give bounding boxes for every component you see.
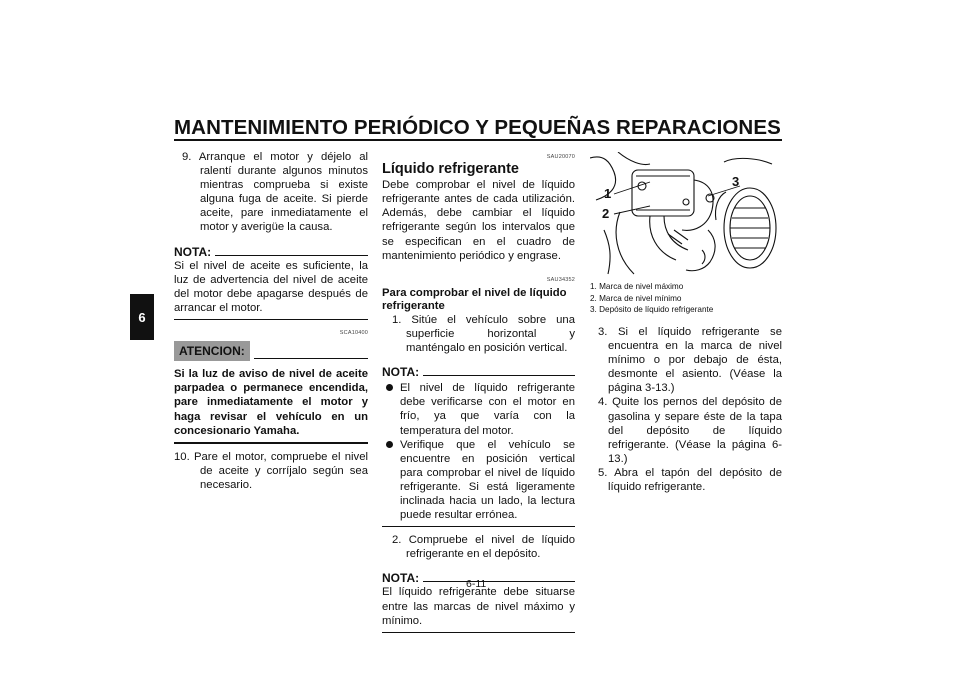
step-2: 2. Compruebe el nivel de líquido refrigerante en el depósito. — [392, 534, 575, 561]
nota-rule — [215, 255, 368, 256]
section-code: SCA10400 — [339, 330, 368, 337]
figure-label-1: 1 — [604, 186, 612, 201]
figure-legend — [590, 281, 782, 316]
nota1-header — [382, 365, 575, 379]
bullet-1 — [382, 381, 575, 437]
step-9: 9. Arranque el motor y déjelo al ralentí durante algunos minutos mientras comprueba si existe alguna fuga de aceite. Si pierde aceite, pare inmediatamente el motor y averigüe la causa. — [182, 151, 368, 234]
left-column — [174, 150, 368, 492]
legend-item-2: 2. Marca de nivel mínimo — [590, 293, 682, 303]
nota-text: Si el nivel de aceite es suficiente, la luz de advertencia del nivel de aceite del motor debe apagarse después de arrancar el motor. — [174, 259, 368, 314]
sub-heading: Para comprobar el nivel de líquido refrigerante — [382, 286, 567, 312]
atencion-text: Si la luz de aviso de nivel de aceite parpadea o permanece encendida, pare inmediatamente el motor y haga revisar el vehículo en un concesionario Yamaha. — [174, 368, 368, 437]
bullet-icon — [386, 384, 393, 391]
atencion-header — [174, 341, 368, 361]
middle-column — [382, 150, 575, 639]
nota1-rule — [423, 375, 575, 376]
title-underline — [174, 139, 782, 141]
nota1-label: NOTA: — [382, 365, 420, 380]
nota2-label: NOTA: — [382, 571, 420, 586]
coolant-reservoir-figure — [590, 152, 782, 278]
engine-illustration — [590, 152, 782, 278]
step-10: 10. Pare el motor, compruebe el nivel de aceite y corríjalo según sea necesario. — [174, 450, 368, 491]
legend-item-3: 3. Depósito de líquido refrigerante — [590, 305, 714, 315]
step-3: 3. Si el líquido refrigerante se encuentra en la marca de nivel mínimo o por debajo de ésta, desmonte el asiento. (Véase la página 3-13.) — [598, 326, 782, 395]
section-code-1: SAU20070 — [546, 154, 575, 160]
step-5: 5. Abra el tapón del depósito de líquido refrigerante. — [598, 466, 782, 494]
nota1-end-rule — [382, 526, 575, 527]
bullet-2 — [382, 438, 575, 523]
intro-text: Debe comprobar el nivel de líquido refrigerante antes de cada utilización. Además, debe cambiar el líquido refrigerante según los intervalos que se especifican en el cuadro de mantenimiento periódico y engrase. — [382, 179, 575, 262]
nota-end-rule — [174, 319, 368, 320]
section-code-2: SAU34352 — [546, 276, 575, 283]
step-4: 4. Quite los pernos del depósito de gasolina y separe éste de la tapa del depósito de líquido refrigerante. (Véase la página 6-13.) — [598, 396, 782, 465]
bullet-icon — [386, 441, 393, 448]
chapter-tab: 6 — [130, 294, 154, 340]
nota2-end-rule — [382, 632, 575, 633]
bullet-1-text: El nivel de líquido refrigerante debe verificarse con el motor en frío, ya que varía con la temperatura del motor. — [400, 382, 575, 437]
atencion-end-rule — [174, 442, 368, 444]
atencion-label: ATENCION: — [174, 341, 250, 361]
nota2-rule — [423, 581, 575, 582]
legend-item-1: 1. Marca de nivel máximo — [590, 282, 684, 291]
right-column — [590, 325, 782, 494]
page-title: MANTENIMIENTO PERIÓDICO Y PEQUEÑAS REPARACIONES — [174, 116, 781, 139]
figure-label-2: 2 — [602, 206, 610, 221]
page-number: 6-11 — [466, 578, 487, 590]
bullet-2-text: Verifique que el vehículo se encuentre en posición vertical para comprobar el nivel de líquido refrigerante. Si está ligeramente inclinada hacia un lado, la lectura puede resultar errónea. — [400, 438, 575, 522]
figure-label-3: 3 — [732, 174, 740, 189]
nota2-text: El líquido refrigerante debe situarse entre las marcas de nivel máximo y mínimo. — [382, 586, 575, 627]
nota-label: NOTA: — [174, 244, 212, 259]
section-heading: Líquido refrigerante — [382, 161, 519, 178]
nota-header — [174, 245, 368, 259]
atencion-rule — [254, 358, 368, 359]
step-1: 1. Sitúe el vehículo sobre una superficie horizontal y manténgalo en posición vertical. — [392, 313, 575, 355]
